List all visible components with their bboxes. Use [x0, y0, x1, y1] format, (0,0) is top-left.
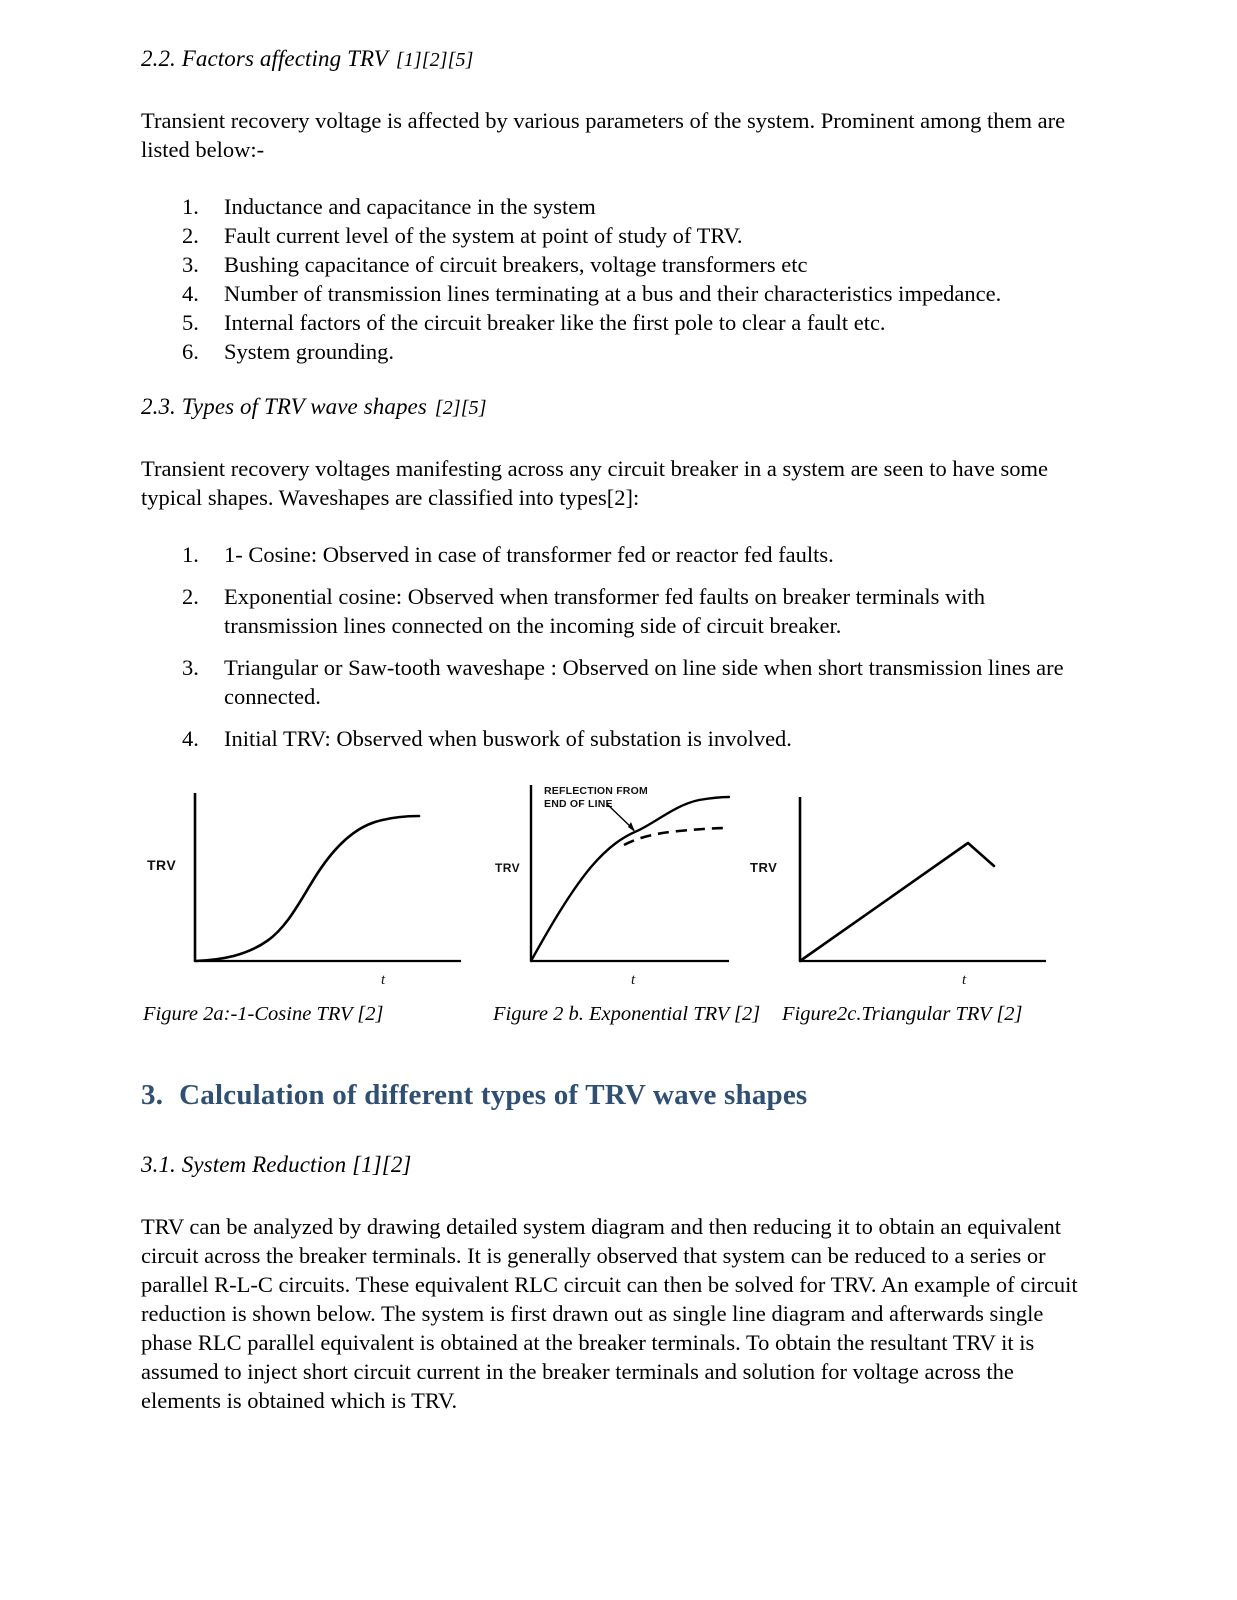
heading-2-2-text: 2.2. Factors affecting TRV — [141, 46, 388, 71]
list-item — [141, 192, 1097, 221]
figure-2b-chart — [489, 775, 744, 990]
heading-2-2-refs: [1][2][5] — [395, 49, 474, 71]
heading-3-1: 3.1. System Reduction [1][2] — [141, 1152, 412, 1177]
list-factors-affecting-trv — [141, 192, 1097, 366]
heading-2-2 — [141, 46, 1097, 72]
figure-2c — [746, 775, 1051, 990]
heading-section-3 — [141, 1079, 1097, 1112]
paragraph-2-3-intro: Transient recovery voltages manifesting across any circuit breaker in a system are seen to have some typical shapes. Waveshapes are classified into types[2]: — [141, 456, 1048, 510]
heading-section-3-text: Calculation of different types of TRV wave shapes — [179, 1079, 808, 1111]
figure-2a-y-axis-label: TRV — [147, 857, 177, 873]
figure-2c-caption: Figure2c.Triangular TRV [2] — [782, 1003, 1023, 1025]
list-item-text: Number of transmission lines terminating at a bus and their characteristics impedance. — [224, 281, 1002, 306]
figure-captions-row — [141, 1003, 1097, 1033]
figure-2b-annotation-line-2: END OF LINE — [544, 798, 613, 810]
figure-2a-curve-1-cosine — [195, 816, 419, 961]
list-marker: 5. — [182, 310, 199, 335]
figure-2c-y-axis-label: TRV — [750, 860, 778, 875]
list-marker: 2. — [182, 223, 199, 248]
list-item — [141, 221, 1097, 250]
figure-row-trv-waveshapes — [141, 775, 1097, 993]
list-item — [141, 337, 1097, 366]
figure-2a-chart — [143, 775, 463, 990]
list-item-text: System grounding. — [224, 339, 395, 364]
list-item — [141, 653, 1097, 711]
figure-2b-annotation-arrowhead — [628, 822, 635, 832]
figure-2a-x-axis-label: t — [381, 972, 386, 988]
list-item-text: Initial TRV: Observed when buswork of substation is involved. — [224, 726, 792, 751]
list-marker: 3. — [182, 655, 199, 680]
heading-2-3-refs: [2][5] — [434, 397, 487, 419]
list-marker: 6. — [182, 339, 199, 364]
figure-2b-y-axis-label: TRV — [495, 861, 520, 875]
list-item — [141, 540, 1097, 569]
figure-2a-caption: Figure 2a:-1-Cosine TRV [2] — [143, 1003, 384, 1025]
figure-2b-x-axis-label: t — [631, 972, 636, 988]
list-item-text: Internal factors of the circuit breaker like the first pole to clear a fault etc. — [224, 310, 886, 335]
list-marker: 2. — [182, 584, 199, 609]
list-marker: 1. — [182, 542, 199, 567]
list-item-text: Bushing capacitance of circuit breakers, voltage transformers etc — [224, 252, 808, 277]
page-content — [141, 0, 1097, 1415]
list-item — [141, 582, 1097, 640]
paragraph-3-1-body: TRV can be analyzed by drawing detailed system diagram and then reducing it to obtain an equivalent circuit across the breaker terminals. It is generally observed that system can be reduced to a series or parallel R-L-C circuits. These equivalent RLC circuit can then be solved for TRV. An example of circuit reduction is shown below. The system is first drawn out as single line diagram and afterwards single phase RLC parallel equivalent is obtained at the breaker terminals. To obtain the resultant TRV it is assumed to inject short circuit current in the breaker terminals and solution for voltage across the elements is obtained which is TRV. — [141, 1214, 1078, 1413]
list-item-text: 1- Cosine: Observed in case of transformer fed or reactor fed faults. — [224, 542, 834, 567]
list-marker: 4. — [182, 726, 199, 751]
figure-2c-curve-triangular — [800, 843, 994, 961]
figure-2b-annotation-line-1: REFLECTION FROM — [544, 785, 648, 797]
list-item — [141, 250, 1097, 279]
figure-2b-curve-with-reflection — [531, 797, 729, 961]
figure-2a — [143, 775, 463, 990]
figure-2c-x-axis-label: t — [962, 972, 967, 988]
list-marker: 4. — [182, 281, 199, 306]
list-item-text: Triangular or Saw-tooth waveshape : Observed on line side when short transmission lines are connected. — [224, 655, 1064, 709]
list-item-text: Exponential cosine: Observed when transformer fed faults on breaker terminals with transmission lines connected on the incoming side of circuit breaker. — [224, 584, 986, 638]
list-item-text: Inductance and capacitance in the system — [224, 194, 596, 219]
paragraph-2-2-intro: Transient recovery voltage is affected by various parameters of the system. Prominent among them are listed below:- — [141, 108, 1066, 162]
figure-2b — [489, 775, 744, 990]
list-item — [141, 724, 1097, 753]
heading-2-3 — [141, 394, 1097, 420]
list-marker: 3. — [182, 252, 199, 277]
list-trv-wave-shape-types — [141, 540, 1097, 753]
list-item — [141, 308, 1097, 337]
list-item-text: Fault current level of the system at point of study of TRV. — [224, 223, 743, 248]
heading-section-3-number: 3. — [141, 1079, 164, 1111]
figure-2b-caption: Figure 2 b. Exponential TRV [2] — [493, 1003, 761, 1025]
list-item — [141, 279, 1097, 308]
heading-2-3-text: 2.3. Types of TRV wave shapes — [141, 394, 427, 419]
figure-2c-chart — [746, 775, 1051, 990]
list-marker: 1. — [182, 194, 199, 219]
